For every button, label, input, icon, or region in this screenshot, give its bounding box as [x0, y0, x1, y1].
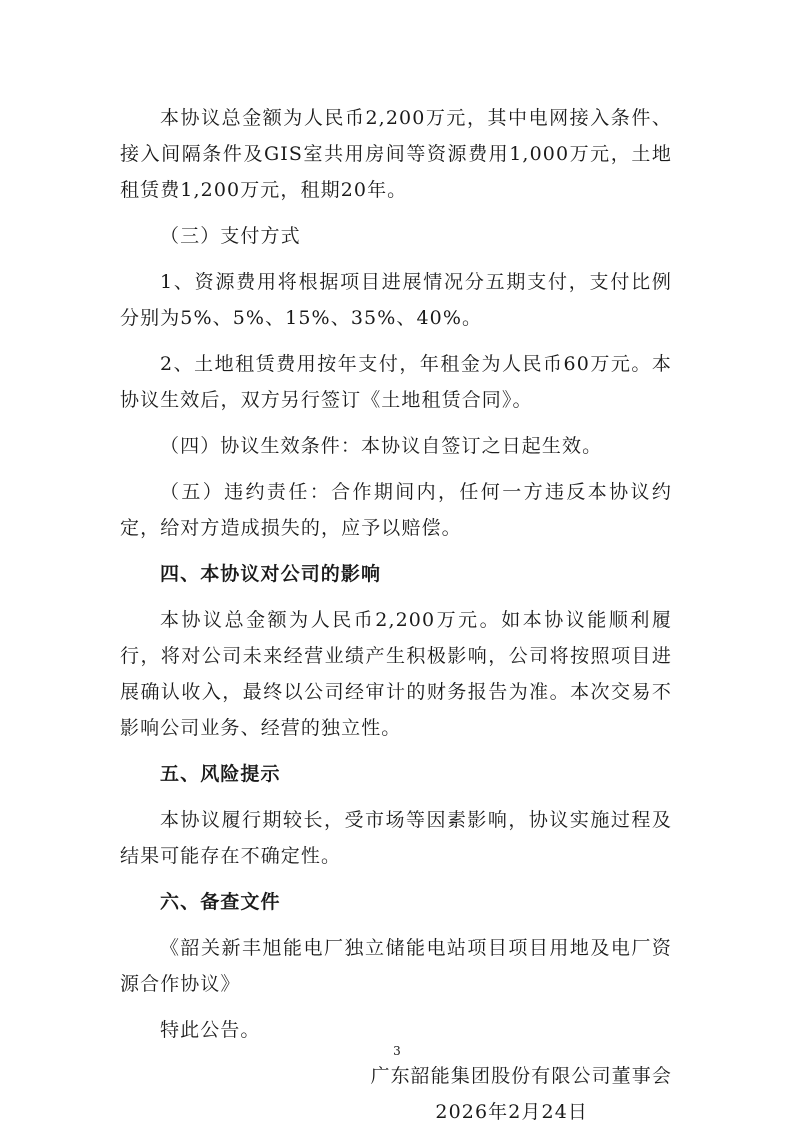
paragraph-land-rent-payment: 2、土地租赁费用按年支付，年租金为人民币60万元。本协议生效后，双方另行签订《土地租赁合同》。: [120, 353, 672, 411]
paragraph-resource-fee-payment: 1、资源费用将根据项目进展情况分五期支付，支付比例分别为5%、5%、15%、35%、40%。: [120, 271, 672, 329]
heading-risk-warning: 五、风险提示: [160, 763, 281, 785]
paragraph-effective-conditions: （四）协议生效条件：本协议自签订之日起生效。: [160, 435, 603, 457]
paragraph-breach-liability: （五）违约责任：合作期间内，任何一方违反本协议约定，给对方造成损失的，应予以赔偿。: [120, 481, 672, 539]
paragraph-total-amount: 本协议总金额为人民币2,200万元，其中电网接入条件、接入间隔条件及GIS室共用房间等资源费用1,000万元，土地租赁费1,200万元，租期20年。: [120, 107, 672, 201]
paragraph-announcement: 特此公告。: [160, 1019, 261, 1041]
page-number: 3: [393, 1044, 401, 1058]
signature-company: 广东韶能集团股份有限公司董事会: [370, 1065, 672, 1087]
paragraph-reference-agreement: 《韶关新丰旭能电厂独立储能电站项目项目用地及电厂资源合作协议》: [120, 937, 672, 995]
heading-impact-on-company: 四、本协议对公司的影响: [160, 563, 382, 585]
heading-reference-documents: 六、备查文件: [160, 891, 281, 913]
paragraph-risk: 本协议履行期较长，受市场等因素影响，协议实施过程及结果可能存在不确定性。: [120, 809, 672, 867]
signature-date: 2026年2月24日: [435, 1101, 588, 1123]
document-body: [120, 100, 672, 1130]
subheading-payment-method: （三）支付方式: [160, 225, 301, 247]
paragraph-impact: 本协议总金额为人民币2,200万元。如本协议能顺利履行，将对公司未来经营业绩产生积极影响，公司将按照项目进展确认收入，最终以公司经审计的财务报告为准。本次交易不影响公司业务、经营的独立性。: [120, 609, 672, 739]
